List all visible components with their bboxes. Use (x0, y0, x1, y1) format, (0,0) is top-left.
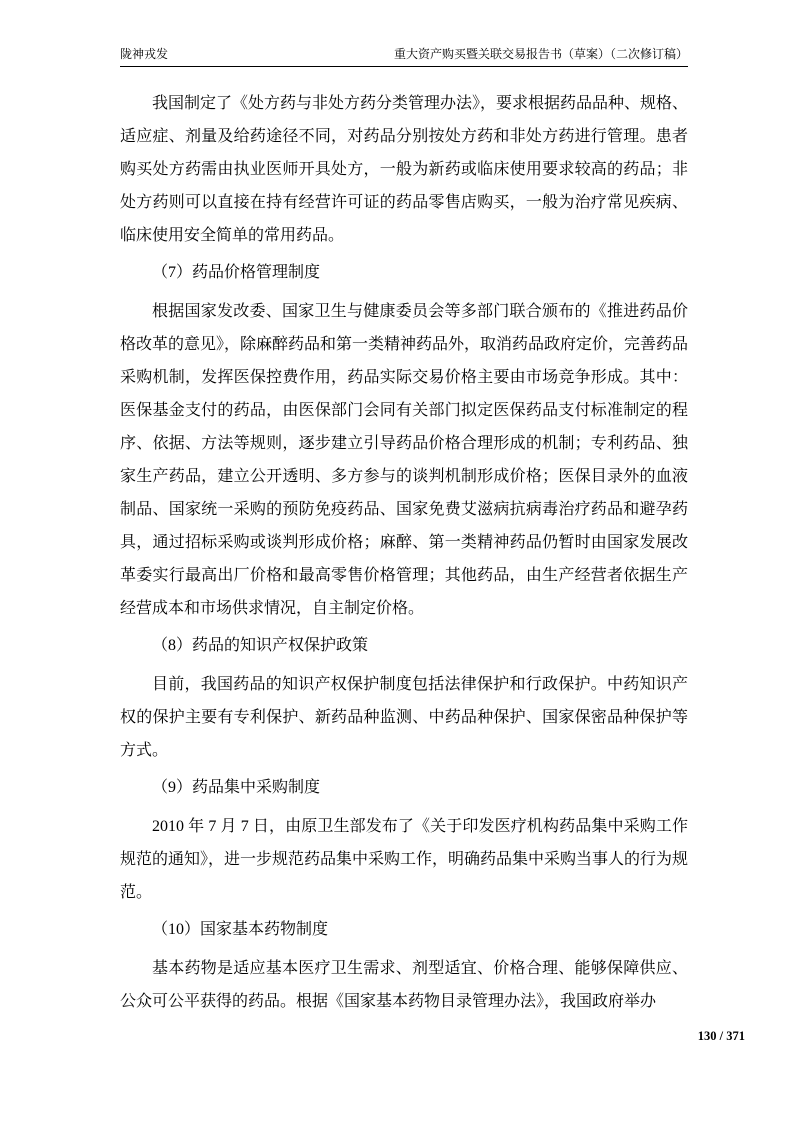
paragraph-ip-protection: 目前，我国药品的知识产权保护制度包括法律保护和行政保护。中药知识产权的保护主要有专利保护、新药品种监测、中药品种保护、国家保密品种保护等方式。 (120, 676, 688, 759)
paragraph-centralized-procurement: 2010 年 7 月 7 日，由原卫生部发布了《关于印发医疗机构药品集中采购工作规范的通知》，进一步规范药品集中采购工作，明确药品集中采购当事人的行为规范。 (120, 818, 689, 901)
page-footer (698, 1028, 745, 1044)
header-company-name: 陇神戎发 (120, 47, 169, 61)
paragraph-essential-drugs: 基本药物是适应基本医疗卫生需求、剂型适宜、价格合理、能够保障供应、公众可公平获得的药品。根据《国家基本药物目录管理办法》，我国政府举办 (120, 960, 688, 1010)
header-report-title: 重大资产购买暨关联交易报告书（草案）（二次修订稿） (393, 47, 688, 61)
page-header (120, 46, 688, 67)
paragraph-prescription-drug-management: 我国制定了《处方药与非处方药分类管理办法》，要求根据药品品种、规格、适应症、剂量及给药途径不同，对药品分别按处方药和非处方药进行管理。患者购买处方药需由执业医师开具处方，一般为新药或临床使用要求较高的药品；非处方药则可以直接在持有经营许可证的药品零售店购买，一般为治疗常见疾病、临床使用安全简单的常用药品。 (120, 95, 689, 244)
section-heading-8: （8）药品的知识产权保护政策 (152, 637, 369, 654)
section-heading-9: （9）药品集中采购制度 (152, 779, 321, 796)
section-heading-10: （10）国家基本药物制度 (152, 921, 329, 938)
paragraph-drug-price-management: 根据国家发改委、国家卫生与健康委员会等多部门联合颁布的《推进药品价格改革的意见》，除麻醉药品和第一类精神药品外，取消药品政府定价，完善药品采购机制，发挥医保控费作用，药品实际交易价格主要由市场竞争形成。其中：医保基金支付的药品，由医保部门会同有关部门拟定医保药品支付标准制定的程序、依据、方法等规则，逐步建立引导药品价格合理形成的机制；专利药品、独家生产药品，建立公开透明、多方参与的谈判机制形成价格；医保目录外的血液制品、国家统一采购的预防免疫药品、国家免费艾滋病抗病毒治疗药品和避孕药具，通过招标采购或谈判形成价格；麻醉、第一类精神药品仍暂时由国家发展改革委实行最高出厂价格和最高零售价格管理；其他药品，由生产经营者依据生产经营成本和市场供求情况，自主制定价格。 (120, 303, 689, 617)
section-heading-7: （7）药品价格管理制度 (152, 264, 321, 281)
page-number: 130 / 371 (697, 1029, 745, 1043)
document-body (120, 87, 688, 1018)
